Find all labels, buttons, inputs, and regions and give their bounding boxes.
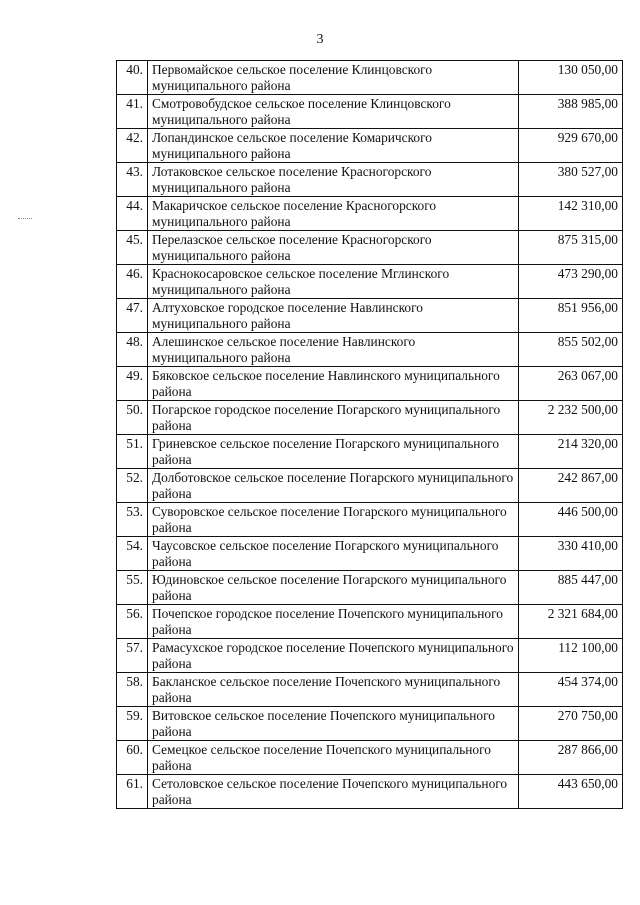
settlement-name: Лотаковское сельское поселение Красногорского муниципального района: [148, 163, 519, 197]
row-number: 54.: [117, 537, 148, 571]
table-row: [117, 299, 623, 333]
amount-value: 270 750,00: [519, 707, 623, 741]
row-number: 42.: [117, 129, 148, 163]
page-number: 3: [316, 32, 324, 47]
settlement-name: Рамасухское городское поселение Почепского муниципального района: [148, 639, 519, 673]
row-number: 59.: [117, 707, 148, 741]
amount-value: 851 956,00: [519, 299, 623, 333]
settlement-name: Алтуховское городское поселение Навлинского муниципального района: [148, 299, 519, 333]
amount-value: 473 290,00: [519, 265, 623, 299]
settlement-name: Смотровобудское сельское поселение Клинцовского муниципального района: [148, 95, 519, 129]
amount-value: 380 527,00: [519, 163, 623, 197]
settlement-name: Лопандинское сельское поселение Комаричского муниципального района: [148, 129, 519, 163]
settlement-name: Погарское городское поселение Погарского муниципального района: [148, 401, 519, 435]
settlement-name: Юдиновское сельское поселение Погарского муниципального района: [148, 571, 519, 605]
amount-value: 330 410,00: [519, 537, 623, 571]
settlement-name: Витовское сельское поселение Почепского муниципального района: [148, 707, 519, 741]
amount-value: 454 374,00: [519, 673, 623, 707]
settlement-name: Долботовское сельское поселение Погарского муниципального района: [148, 469, 519, 503]
amount-value: 130 050,00: [519, 61, 623, 95]
table-row: [117, 571, 623, 605]
table-body: [117, 61, 623, 809]
row-number: 44.: [117, 197, 148, 231]
table-row: [117, 231, 623, 265]
table-row: [117, 741, 623, 775]
amount-value: 287 866,00: [519, 741, 623, 775]
settlement-name: Гриневское сельское поселение Погарского муниципального района: [148, 435, 519, 469]
row-number: 45.: [117, 231, 148, 265]
settlement-name: Сетоловское сельское поселение Почепского муниципального района: [148, 775, 519, 809]
table-row: [117, 163, 623, 197]
row-number: 58.: [117, 673, 148, 707]
amount-value: 446 500,00: [519, 503, 623, 537]
row-number: 52.: [117, 469, 148, 503]
table-row: [117, 61, 623, 95]
row-number: 41.: [117, 95, 148, 129]
amount-value: 855 502,00: [519, 333, 623, 367]
table-row: [117, 639, 623, 673]
table-row: [117, 605, 623, 639]
amount-value: 885 447,00: [519, 571, 623, 605]
settlement-name: Перелазское сельское поселение Красногорского муниципального района: [148, 231, 519, 265]
settlement-name: Макаричское сельское поселение Красногорского муниципального района: [148, 197, 519, 231]
allocation-table: [116, 60, 623, 809]
row-number: 56.: [117, 605, 148, 639]
table-row: [117, 707, 623, 741]
amount-value: 263 067,00: [519, 367, 623, 401]
settlement-name: Почепское городское поселение Почепского муниципального района: [148, 605, 519, 639]
table-row: [117, 265, 623, 299]
amount-value: 2 232 500,00: [519, 401, 623, 435]
amount-value: 2 321 684,00: [519, 605, 623, 639]
row-number: 55.: [117, 571, 148, 605]
row-number: 57.: [117, 639, 148, 673]
row-number: 60.: [117, 741, 148, 775]
row-number: 43.: [117, 163, 148, 197]
amount-value: 388 985,00: [519, 95, 623, 129]
amount-value: 214 320,00: [519, 435, 623, 469]
amount-value: 242 867,00: [519, 469, 623, 503]
table-row: [117, 435, 623, 469]
row-number: 51.: [117, 435, 148, 469]
settlement-name: Бяковское сельское поселение Навлинского муниципального района: [148, 367, 519, 401]
settlement-name: Чаусовское сельское поселение Погарского муниципального района: [148, 537, 519, 571]
table-row: [117, 469, 623, 503]
settlement-name: Семецкое сельское поселение Почепского муниципального района: [148, 741, 519, 775]
row-number: 48.: [117, 333, 148, 367]
table-row: [117, 673, 623, 707]
table-row: [117, 503, 623, 537]
amount-value: 443 650,00: [519, 775, 623, 809]
table-row: [117, 537, 623, 571]
settlement-name: Краснокосаровское сельское поселение Мглинского муниципального района: [148, 265, 519, 299]
table-row: [117, 367, 623, 401]
row-number: 46.: [117, 265, 148, 299]
amount-value: 142 310,00: [519, 197, 623, 231]
table-row: [117, 775, 623, 809]
table-row: [117, 197, 623, 231]
settlement-name: Алешинское сельское поселение Навлинского муниципального района: [148, 333, 519, 367]
row-number: 53.: [117, 503, 148, 537]
amount-value: 112 100,00: [519, 639, 623, 673]
settlement-name: Суворовское сельское поселение Погарского муниципального района: [148, 503, 519, 537]
table-row: [117, 401, 623, 435]
margin-mark: [18, 218, 32, 220]
table-row: [117, 129, 623, 163]
settlement-name: Бакланское сельское поселение Почепского муниципального района: [148, 673, 519, 707]
row-number: 50.: [117, 401, 148, 435]
row-number: 47.: [117, 299, 148, 333]
row-number: 49.: [117, 367, 148, 401]
settlement-name: Первомайское сельское поселение Клинцовского муниципального района: [148, 61, 519, 95]
row-number: 61.: [117, 775, 148, 809]
row-number: 40.: [117, 61, 148, 95]
amount-value: 875 315,00: [519, 231, 623, 265]
amount-value: 929 670,00: [519, 129, 623, 163]
table-row: [117, 333, 623, 367]
table-row: [117, 95, 623, 129]
